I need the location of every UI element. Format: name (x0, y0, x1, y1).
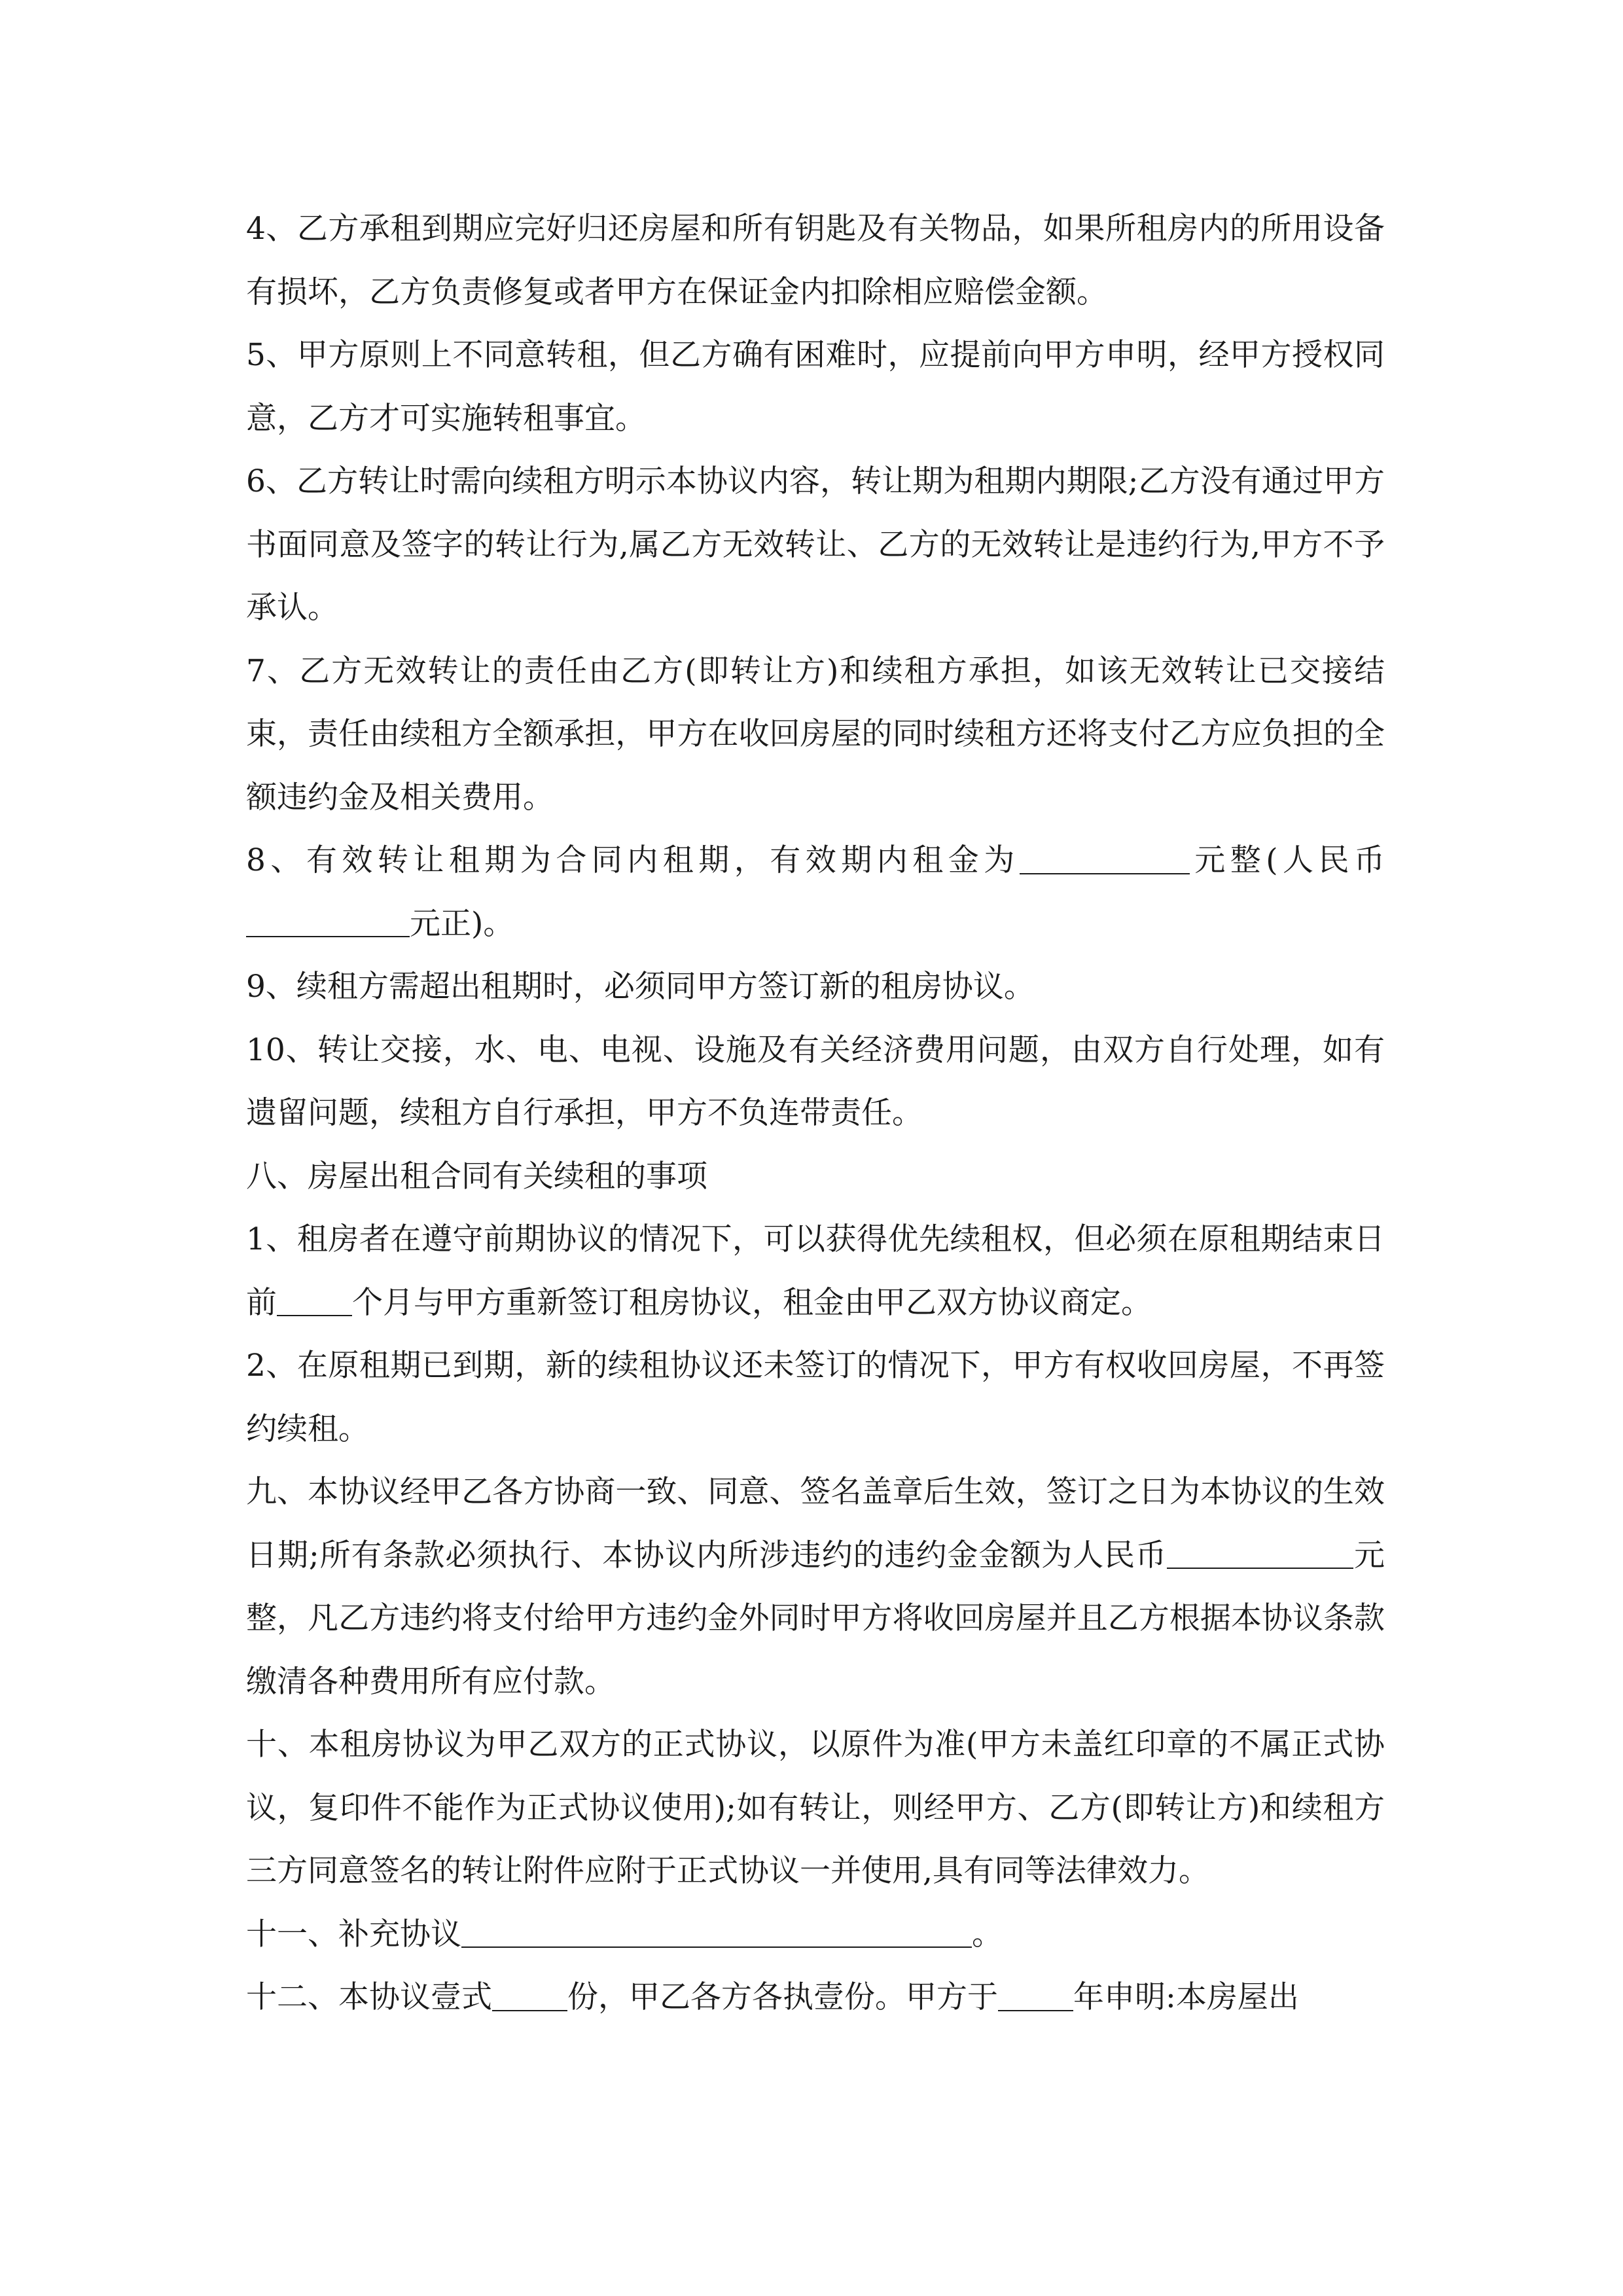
clause-5-sublease (246, 324, 1385, 450)
section-10-formal-agreement (246, 1713, 1385, 1903)
section-11-supplementary (246, 1903, 1385, 1967)
rent-rmb-blank[interactable] (246, 906, 410, 937)
clause-text: 十二、本协议壹式 (246, 1979, 492, 2015)
clause-9-renewal-beyond-term (246, 956, 1385, 1019)
clause-text: 十、本租房协议为甲乙双方的正式协议，以原件为准(甲方未盖红印章的不属正式协议，复印件不能作为正式协议使用);如有转让，则经甲方、乙方(即转让方)和续租方三方同意签名的转让附件应附于正式协议一并使用,具有同等法律效力。 (246, 1727, 1385, 1889)
section-12-copies (246, 1966, 1385, 2030)
clause-text: 10、转让交接，水、电、电视、设施及有关经济费用问题，由双方自行处理，如有遗留问题，续租方自行承担，甲方不负连带责任。 (246, 1031, 1385, 1131)
clause-text: 份，甲乙各方各执壹份。甲方于 (567, 1979, 998, 2015)
section-heading-text: 八、房屋出租合同有关续租的事项 (246, 1158, 707, 1194)
clause-text: 5、甲方原则上不同意转租，但乙方确有困难时，应提前向甲方申明，经甲方授权同意，乙方才可实施转租事宜。 (246, 337, 1385, 437)
months-blank[interactable] (277, 1285, 352, 1316)
clause-text: 1、租房者在遵守前期协议的情况下，可以获得优先续租权，但必须在原租期结束日前 (246, 1221, 1385, 1321)
clause-text: 十一、补充协议 (246, 1916, 461, 1952)
renewal-clause-1 (246, 1208, 1385, 1335)
clause-10-handover (246, 1019, 1385, 1145)
clause-text: 4、乙方承租到期应完好归还房屋和所有钥匙及有关物品，如果所租房内的所用设备有损坏，乙方负责修复或者甲方在保证金内扣除相应赔偿金额。 (246, 211, 1385, 310)
clause-text: 元正)。 (410, 905, 514, 942)
clause-text: 元整(人民币 (1189, 842, 1385, 878)
clause-text: 2、在原租期已到期，新的续租协议还未签订的情况下，甲方有权收回房屋，不再签约续租。 (246, 1348, 1385, 1447)
clause-4-return-property (246, 198, 1385, 324)
clause-text: 元整，凡乙方违约将支付给甲方违约金外同时甲方将收回房屋并且乙方根据本协议条款缴清各种费用所有应付款。 (246, 1537, 1385, 1700)
penalty-amount-blank[interactable] (1167, 1538, 1353, 1569)
clause-text: 9、续租方需超出租期时，必须同甲方签订新的租房协议。 (246, 969, 1035, 1005)
renewal-clause-2 (246, 1335, 1385, 1461)
clause-text: 年申明:本房屋出 (1073, 1979, 1299, 2015)
clause-text: 8、有效转让租期为合同内租期，有效期内租金为 (246, 842, 1020, 878)
clause-text: 。 (972, 1916, 1003, 1952)
clause-text: 九、本协议经甲乙各方协商一致、同意、签名盖章后生效，签订之日为本协议的生效日期;所有条款必须执行、本协议内所涉违约的违约金金额为人民币 (246, 1474, 1385, 1573)
clause-6-transfer (246, 450, 1385, 640)
clause-7-invalid-transfer (246, 640, 1385, 830)
clause-8-valid-transfer (246, 829, 1385, 956)
clause-text: 7、乙方无效转让的责任由乙方(即转让方)和续租方承担，如该无效转让已交接结束，责任由续租方全额承担，甲方在收回房屋的同时续租方还将支付乙方应负担的全额违约金及相关费用。 (246, 653, 1385, 816)
clause-text: 6、乙方转让时需向续租方明示本协议内容，转让期为租期内期限;乙方没有通过甲方书面同意及签字的转让行为,属乙方无效转让、乙方的无效转让是违约行为,甲方不予承认。 (246, 463, 1385, 626)
supplementary-agreement-blank[interactable] (461, 1917, 972, 1948)
copies-blank[interactable] (492, 1981, 567, 2011)
clause-text: 个月与甲方重新签订租房协议，租金由甲乙双方协议商定。 (352, 1284, 1152, 1321)
rent-amount-blank[interactable] (1020, 844, 1190, 874)
document-body (246, 198, 1385, 2030)
section-8-heading (246, 1145, 1385, 1209)
section-9-effectiveness (246, 1461, 1385, 1713)
year-blank[interactable] (998, 1981, 1073, 2011)
